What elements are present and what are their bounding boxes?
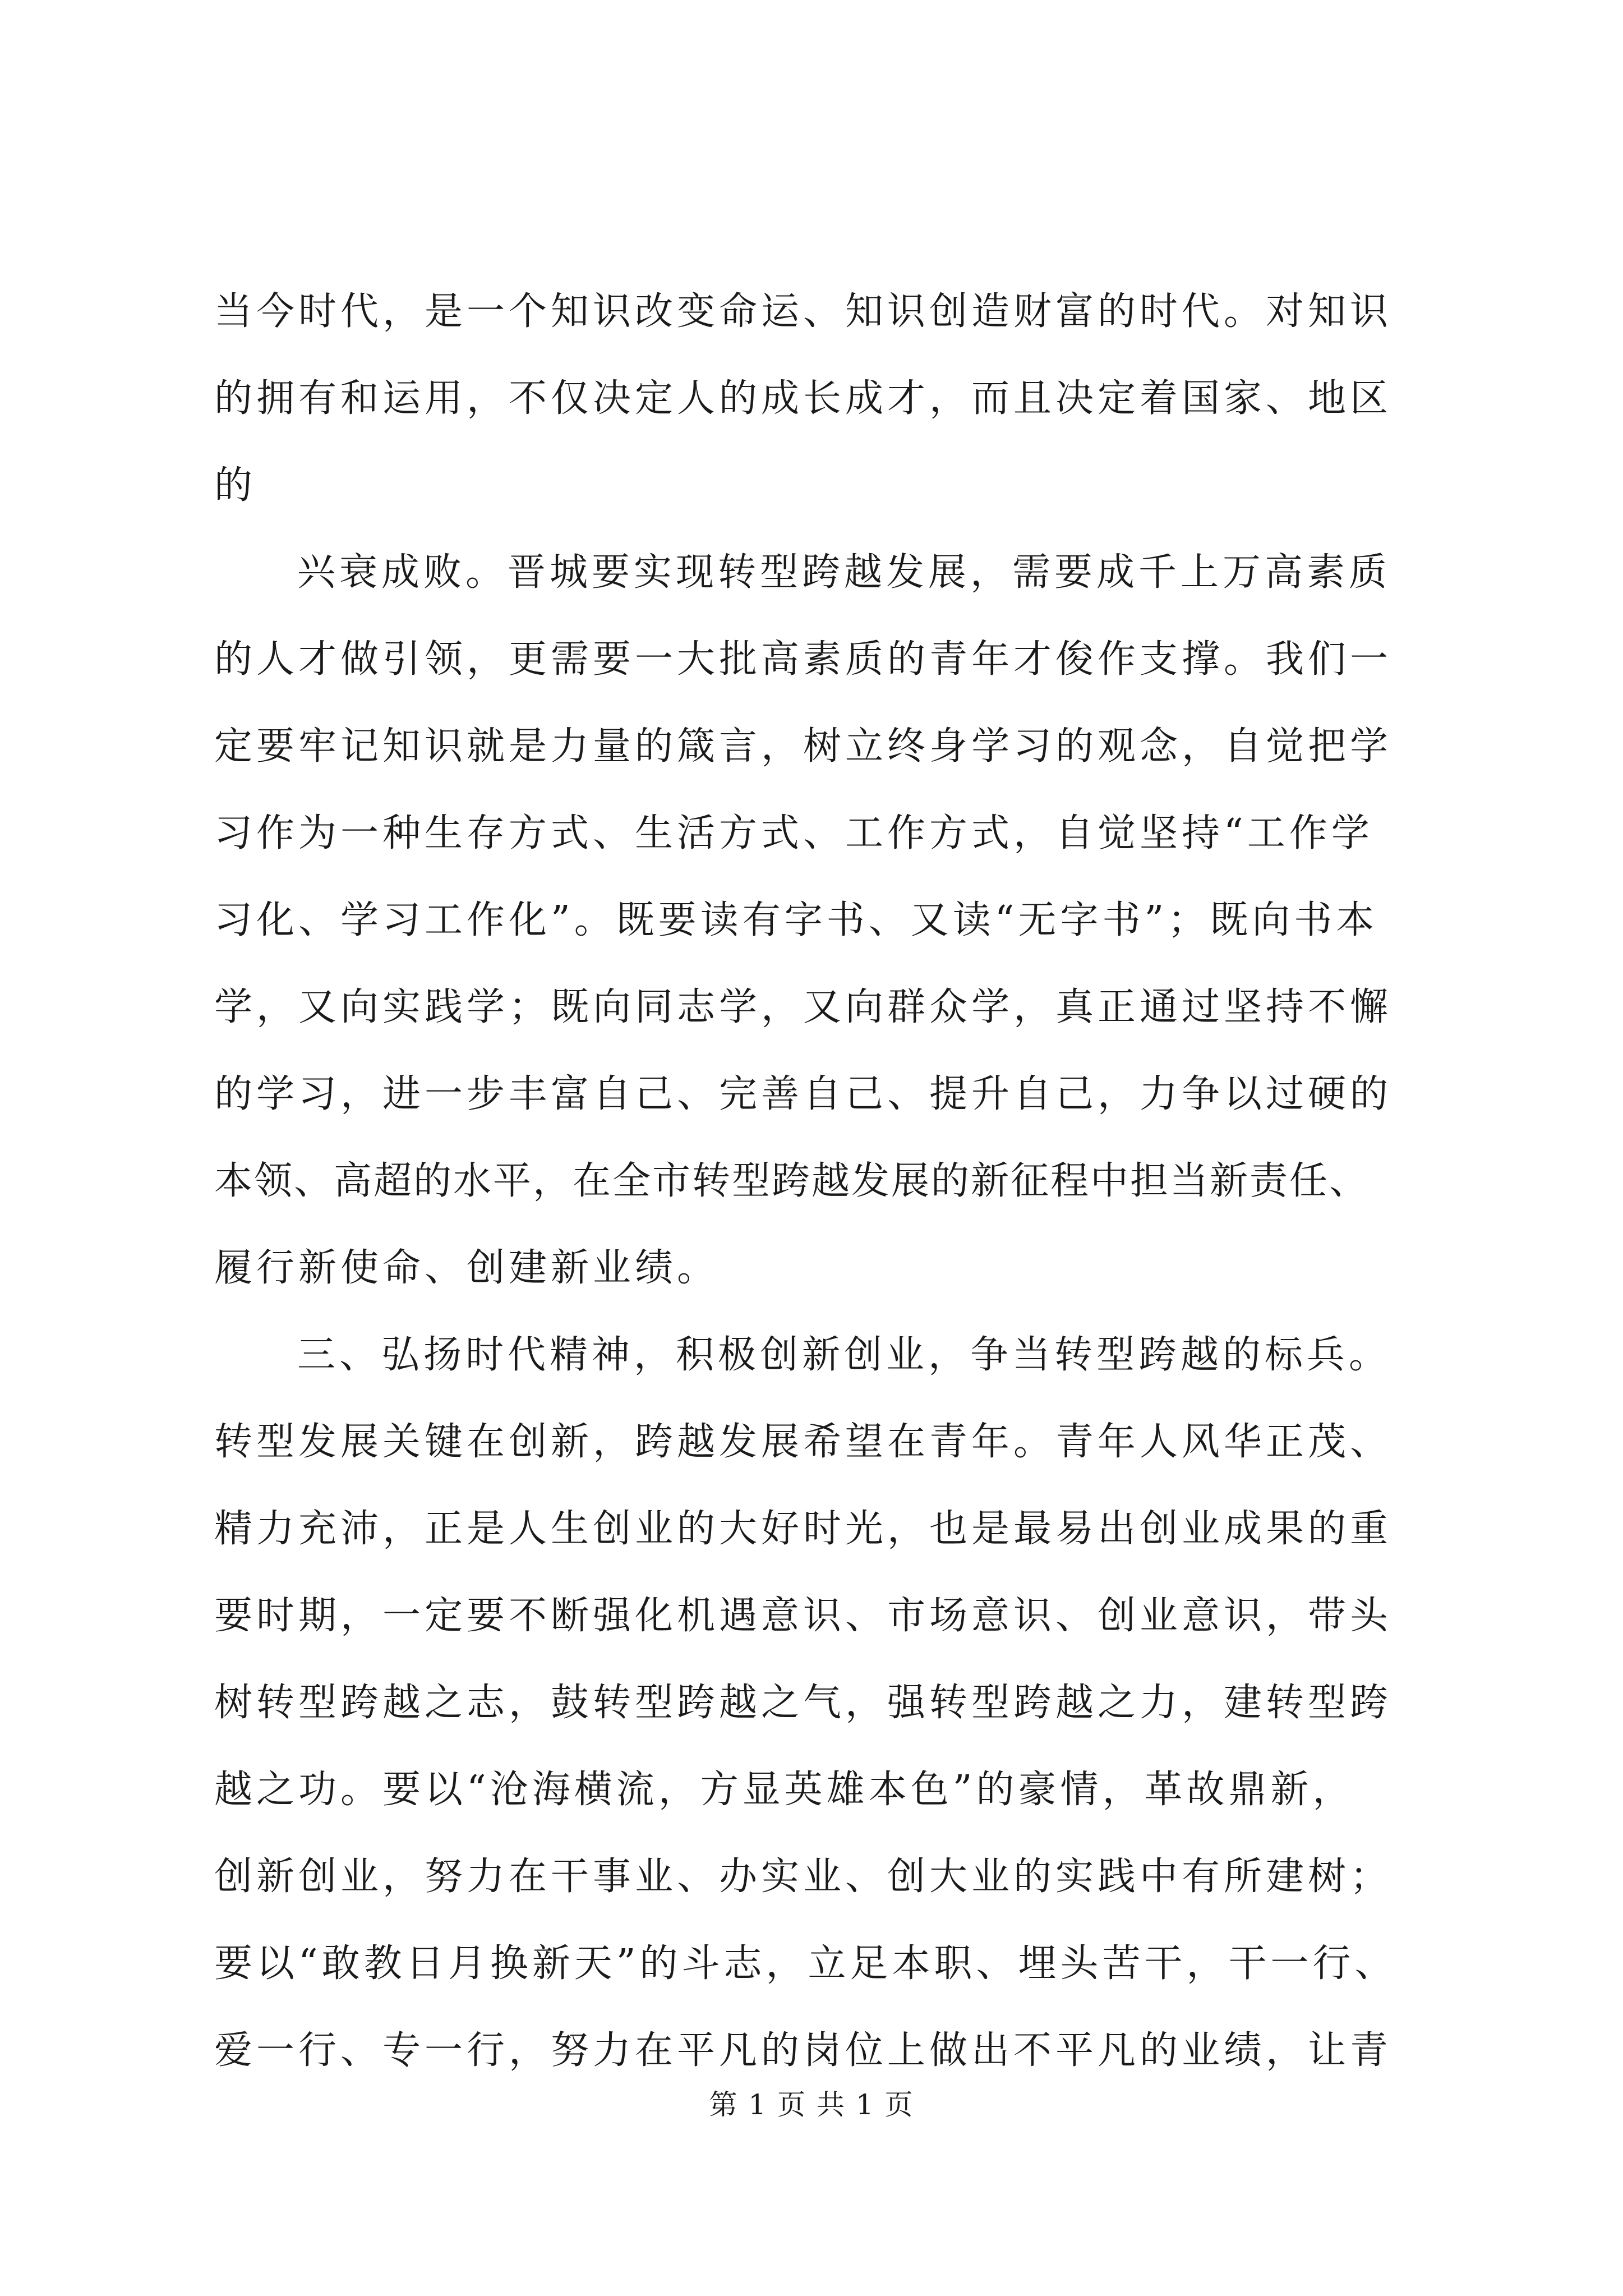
text-line: 树转型跨越之志，鼓转型跨越之气，强转型跨越之力，建转型跨 bbox=[214, 1681, 1393, 1725]
text-line: 越之功。要以“沧海横流，方显英雄本色”的豪情，革故鼎新， bbox=[214, 1768, 1355, 1812]
text-line: 爱一行、专一行，努力在平凡的岗位上做出不平凡的业绩，让青 bbox=[214, 2028, 1393, 2073]
text-line: 的人才做引领，更需要一大批高素质的青年才俊作支撑。我们一 bbox=[214, 637, 1393, 682]
text-line: 学，又向实践学；既向同志学，又向群众学，真正通过坚持不懈 bbox=[214, 985, 1393, 1029]
page-footer: 第 1 页 共 1 页 bbox=[709, 2088, 914, 2121]
paragraph-3 bbox=[214, 1312, 1448, 2094]
text-line: 定要牢记知识就是力量的箴言，树立终身学习的观念，自觉把学 bbox=[214, 724, 1393, 769]
text-line: 的学习，进一步丰富自己、完善自己、提升自己，力争以过硬的 bbox=[214, 1072, 1393, 1116]
paragraph-2 bbox=[214, 529, 1448, 1312]
text-line: 三、弘扬时代精神，积极创新创业，争当转型跨越的标兵。 bbox=[297, 1333, 1391, 1377]
text-line: 精力充沛，正是人生创业的大好时光，也是最易出创业成果的重 bbox=[214, 1507, 1393, 1551]
paragraph-1 bbox=[214, 268, 1448, 529]
text-line: 创新创业，努力在干事业、办实业、创大业的实践中有所建树； bbox=[214, 1855, 1393, 1899]
text-line: 当今时代，是一个知识改变命运、知识创造财富的时代。对知识 bbox=[214, 289, 1393, 334]
text-line: 履行新使命、创建新业绩。 bbox=[214, 1246, 720, 1290]
text-line: 习作为一种生存方式、生活方式、工作方式，自觉坚持“工作学 bbox=[214, 811, 1373, 855]
text-line: 的 bbox=[214, 463, 257, 508]
text-line: 转型发展关键在创新，跨越发展希望在青年。青年人风华正茂、 bbox=[214, 1420, 1393, 1464]
text-line: 本领、高超的水平，在全市转型跨越发展的新征程中担当新责任、 bbox=[214, 1159, 1370, 1203]
text-line: 的拥有和运用，不仅决定人的成长成才，而且决定着国家、地区 bbox=[214, 376, 1393, 421]
text-line: 习化、学习工作化”。既要读有字书、又读“无字书”；既向书本 bbox=[214, 898, 1378, 942]
text-line: 要以“敢教日月换新天”的斗志，立足本职、埋头苦干，干一行、 bbox=[214, 1941, 1397, 1986]
text-line: 兴衰成败。晋城要实现转型跨越发展，需要成千上万高素质 bbox=[297, 550, 1391, 595]
document-body bbox=[214, 268, 1448, 2094]
text-line: 要时期，一定要不断强化机遇意识、市场意识、创业意识，带头 bbox=[214, 1594, 1393, 1638]
